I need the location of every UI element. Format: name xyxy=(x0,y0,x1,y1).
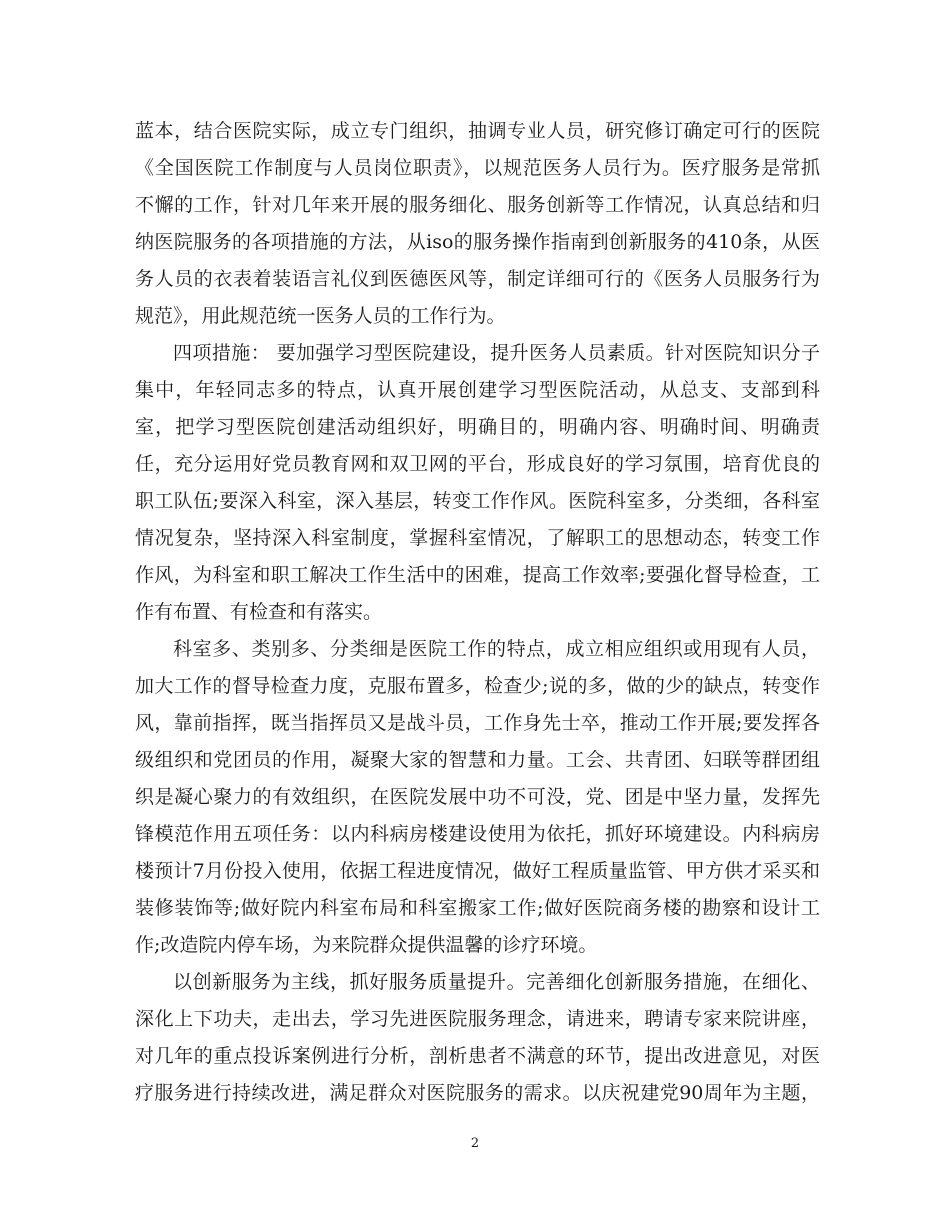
text-line: 室，把学习型医院创建活动组织好，明确目的，明确内容、明确时间、明确责 xyxy=(135,416,820,438)
text-line: 不懈的工作，针对几年来开展的服务细化、服务创新等工作情况，认真总结和归 xyxy=(135,194,820,216)
text-line: 作;改造院内停车场，为来院群众提供温馨的诊疗环境。 xyxy=(135,934,598,956)
text-line: 对几年的重点投诉案例进行分析，剖析患者不满意的环节，提出改进意见，对医 xyxy=(135,1045,820,1067)
text-line: 风，靠前指挥，既当指挥员又是战斗员，工作身先士卒，推动工作开展;要发挥各 xyxy=(135,712,820,734)
text-line: 务人员的衣表着装语言礼仪到医德医风等，制定详细可行的《医务人员服务行为 xyxy=(135,268,820,290)
text-line: 加大工作的督导检查力度，克服布置多，检查少;说的多，做的少的缺点，转变作 xyxy=(135,675,820,697)
paragraph-first-line: 以创新服务为主线，抓好服务质量提升。完善细化创新服务措施，在细化、 xyxy=(173,971,820,993)
text-line: 织是凝心聚力的有效组织，在医院发展中功不可没，党、团是中坚力量，发挥先 xyxy=(135,786,820,808)
text-line: 楼预计7月份投入使用，依据工程进度情况，做好工程质量监管、甲方供才采买和 xyxy=(135,860,820,882)
text-line: 蓝本，结合医院实际，成立专门组织，抽调专业人员，研究修订确定可行的医院 xyxy=(135,120,820,142)
text-line: 深化上下功夫，走出去，学习先进医院服务理念，请进来，聘请专家来院讲座， xyxy=(135,1008,820,1030)
page-number: 2 xyxy=(470,1136,480,1151)
text-line: 作风，为科室和职工解决工作生活中的困难，提高工作效率;要强化督导检查，工 xyxy=(135,564,820,586)
paragraph-first-line: 四项措施： 要加强学习型医院建设，提升医务人员素质。针对医院知识分子 xyxy=(173,342,820,364)
text-line: 规范》，用此规范统一医务人员的工作行为。 xyxy=(135,305,506,327)
paragraph-first-line: 科室多、类别多、分类细是医院工作的特点，成立相应组织或用现有人员， xyxy=(173,638,820,660)
text-line: 纳医院服务的各项措施的方法，从iso的服务操作指南到创新服务的410条，从医 xyxy=(135,231,820,253)
text-line: 疗服务进行持续改进，满足群众对医院服务的需求。以庆祝建党90周年为主题， xyxy=(135,1082,820,1104)
text-line: 作有布置、有检查和有落实。 xyxy=(135,601,383,623)
text-line: 集中，年轻同志多的特点，认真开展创建学习型医院活动，从总支、支部到科 xyxy=(135,379,820,401)
text-line: 锋模范作用五项任务：以内科病房楼建设使用为依托，抓好环境建设。内科病房 xyxy=(135,823,820,845)
text-line: 职工队伍;要深入科室，深入基层，转变工作作风。医院科室多，分类细，各科室 xyxy=(135,490,820,512)
text-line: 情况复杂，坚持深入科室制度，掌握科室情况，了解职工的思想动态，转变工作 xyxy=(135,527,820,549)
text-line: 《全国医院工作制度与人员岗位职责》，以规范医务人员行为。医疗服务是常抓 xyxy=(135,157,820,179)
body-text xyxy=(135,113,820,1112)
text-line: 装修装饰等;做好院内科室布局和科室搬家工作;做好医院商务楼的勘察和设计工 xyxy=(135,897,820,919)
text-line: 级组织和党团员的作用，凝聚大家的智慧和力量。工会、共青团、妇联等群团组 xyxy=(135,749,820,771)
text-line: 任，充分运用好党员教育网和双卫网的平台，形成良好的学习氛围，培育优良的 xyxy=(135,453,820,475)
